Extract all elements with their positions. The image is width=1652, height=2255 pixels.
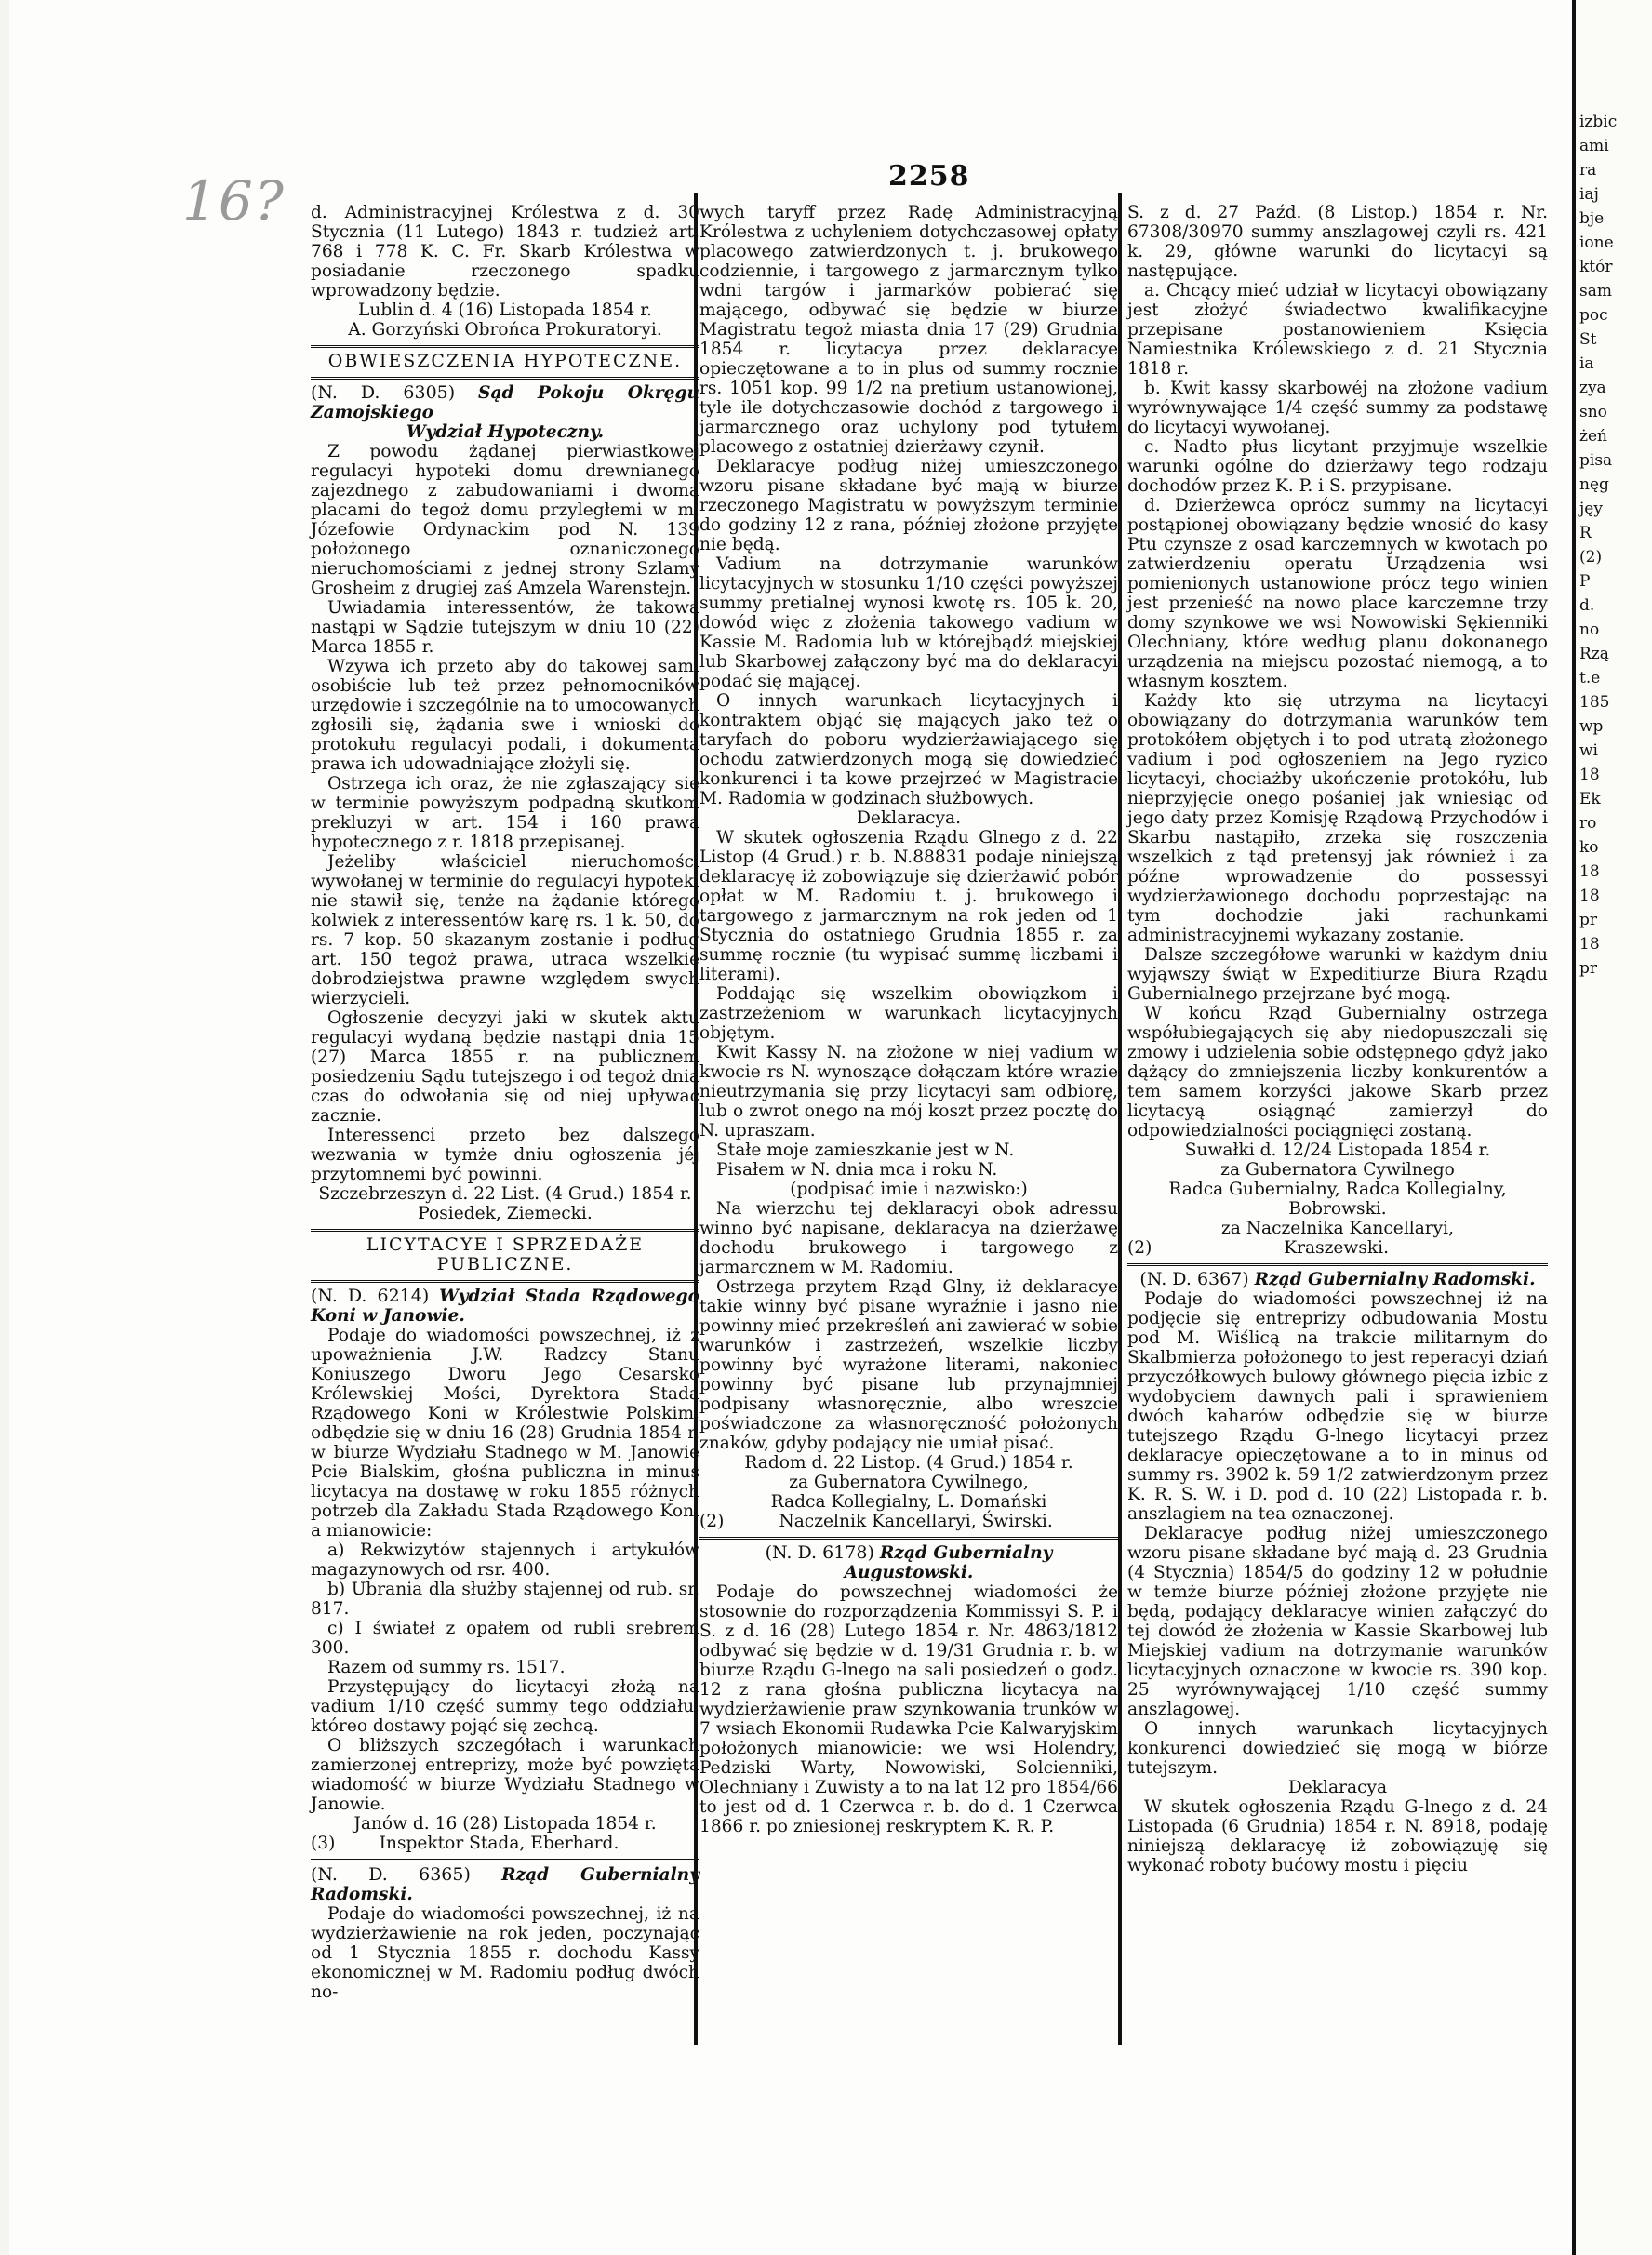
signature-line [699,1512,1118,1531]
strip-fragment: jęy [1579,500,1603,518]
notice-paragraph: Deklaracye podług niżej umieszczonego wzoru pisane składane być mają w biurze rzeczonego Magistratu w powyższym terminie do godziny 12 z rana, później złożone przyjęte nie będą. [699,457,1118,554]
notice-paragraph: O bliższych szczegółach i warunkach zamierzonej entreprizy, może być powzięta wiadomość w biurze Wydziału Stadnego w Janowie. [311,1736,699,1814]
notice-number: (N. D. 6367) [1139,1269,1249,1289]
strip-fragment: sno [1579,403,1607,421]
notice-title: Sąd Pokoju Okręgu Zamojskiego [311,383,699,422]
signature: Inspektor Stada, Eberhard. [379,1834,620,1853]
strip-fragment: ko [1579,838,1599,857]
place-date: Lublin d. 4 (16) Listopada 1854 r. [358,300,652,320]
strip-fragment: 18 [1579,862,1600,881]
section-rule [311,1229,699,1232]
notice-rule [1127,1263,1548,1266]
notice-paragraph: Podaje do wiadomości powszechnej, iż na wydzierżawienie na rok jeden, poczynając od 1 Stycznia 1855 r. dochodu Kassy ekonomicznej w M. Radomiu podług dwóch no- [311,1904,699,2002]
section-rule [311,1280,699,1283]
strip-fragment: ra [1579,161,1597,180]
notice-paragraph: W końcu Rząd Gubernialny ostrzega współubiegających się aby niedopuszczali się zmowy i udzielenia sobie odstępnego gdyż jako dążący do zmniejszenia liczby konkurentów a tem samem korzyści jakowe Skarb przez licytacyą osiągnąć zamierzył do odpowiedzialności pociągnięci zostaną. [1127,1004,1548,1141]
section-rule [311,345,699,348]
notice-title: Wydział Stada Rządowego Koni w Janowie. [311,1287,699,1326]
notice-paragraph: b. Kwit kassy skarbowéj na złożone vadium wyrównywające 1/4 część summy za podstawę do licytacyi wywołanej. [1127,379,1548,437]
strip-fragment: ami [1579,137,1609,155]
page-number: 2258 [888,160,970,193]
place-date: Janów d. 16 (28) Listopada 1854 r. [353,1814,657,1834]
place-date: Suwałki d. 12/24 Listopada 1854 r. [1184,1141,1491,1160]
notice-paragraph: Wzywa ich przeto aby do takowej sami osobiście lub też przez pełnomocników urzędowie i szczególnie na to umocowanych zgłosili się, żądania swe i wnioski do protokułu regulacyi podali, i dokumenta prawa ich udowadniające złożyli się. [311,657,699,774]
notice-paragraph: Każdy kto się utrzyma na licytacyi obowiązany do dotrzymania warunków tem protokółem objętych i to pod utratą złożonego vadium i pod ogłoszeniem na Jego ryzico licytacyi, chociażby ukończenie protokółu, lub nieprzyjęcie onego pośaniej jak wniesiąc od jego daty przez Komisję Rządową Przychodów i Skarbu nastąpiło, zrzeka się roszczenia wszelkich z tąd pretensyj jak również i za późne wprowadzenie do possessyi wydzierżawionego dochodu poprzestając na tym dochodzie jaki rachunkami administracyjnemi wykazany zostanie. [1127,691,1548,945]
strip-fragment: (2) [1579,548,1603,567]
signature: Kraszewski. [1284,1238,1389,1258]
strip-fragment: Ek [1579,790,1601,808]
notice-paragraph: wych taryff przez Radę Administracyjną Królestwa z uchyleniem dotychczasowej opłaty placowego zatwierdzonych t. j. brukowego codziennie, i targowego z jarmarcznym tylko wdni targów i jarmarków pobierać się mającego, odbywać się będzie w biurze Magistratu tegoż miasta dnia 17 (29) Grudnia 1854 r. licytacya przez deklaracye opieczętowane a to in plus od summy rocznie rs. 1051 kop. 99 1/2 na pretium ustanowionej, tyle ile dotychczasowie dochód z targowego i jarmarcznego oraz uchylony pod tytułem placowego z ostatniej dzierżawy czynił. [699,203,1118,457]
notice-paragraph: Interessenci przeto bez dalszego wezwania w tymże dniu ogłoszenia jéj przytomnemi być powinni. [311,1126,699,1184]
notice-number: (N. D. 6305) [311,382,456,403]
strip-fragment: wp [1579,717,1604,736]
strip-fragment: poc [1579,306,1608,325]
strip-fragment: t.e [1579,669,1601,687]
notice-ref: (2) [699,1512,725,1531]
section-rule [311,377,699,380]
notice-subtitle: Wydział Hypoteczny. [406,422,605,442]
declaration-paragraph: Pisałem w N. dnia mca i roku N. [716,1160,998,1180]
notice-paragraph: Ostrzega ich oraz, że nie zgłaszający się w terminie powyższym podpadną skutkom prekluzyi w art. 154 i 160 prawa hypotecznego z r. 1818 przepisanej. [311,774,699,852]
notice-paragraph: O innych warunkach licytacyjnych konkurenci dowiedzieć się mogą w biórze tutejszym. [1127,1719,1548,1778]
declaration-paragraph: Kwit Kassy N. na złożone w niej vadium w kwocie rs N. wynoszące dołączam które wrazie nieutrzymania się przy licytacyi sam odbiorę, lub o zwrot onego na mój koszt przez pocztę do N. upraszam. [699,1043,1118,1141]
declaration-title: Deklaracya. [856,808,962,828]
strip-fragment: d. [1579,596,1595,615]
notice-header [699,1543,1118,1582]
notice-paragraph: d. Dzierżewca oprócz summy na licytacyi postąpionej obowiązany będzie wnosić do kasy Ptu czynsze z osad karczemnych w kwotach po zatwierdzeniu operatu Urządzenia wsi pomienionych ustanowione prócz tego winien jest przenieść na nowo place karczemne trzy domy szynkowe we wsi Nowowiski Sękienniki Olechniany, które według planu dokonanego urządzenia na miejscu pozostać niemogą, a to własnym kosztem. [1127,496,1548,691]
strip-fragment: ione [1579,234,1614,252]
continued-text: d. Administracyjnej Królestwa z d. 30 Stycznia (11 Lutego) 1843 r. tudzież art. 768 i 778 K. C. Fr. Skarb Królestwa w posiadanie rzeczonego spadku wprowadzony będzie. [311,203,699,300]
strip-fragment: sam [1579,282,1612,300]
column-1 [311,203,699,2002]
section-header-hypoteczne: OBWIESZCZENIA HYPOTECZNE. [327,351,683,371]
notice-paragraph: Podaje do powszechnej wiadomości że stosownie do rozporządzenia Kommissyi S. P. i S. z d. 16 (28) Lutego 1854 r. Nr. 4863/1812 odbywać się będzie w d. 19/31 Grudnia r. b. w biurze Rządu G-lnego na sali posiedzeń o godz. 12 z rana głośna publiczna licytacya na wydzierżawienie praw szynkowania trunków w 7 wsiach Ekonomii Rudawka Pcie Kalwaryjskim położonych mianowicie: we wsi Holendry, Pedziski Warty, Nowowiski, Solcienniki, Olechniany i Zuwisty a to na lat 12 pro 1854/66 to jest od d. 1 Czerwca r. b. do d. 1 Czerwca 1866 r. po zniesionej reskryptem K. R. P. [699,1582,1118,1836]
strip-fragment: nęg [1579,475,1609,494]
strip-fragment: izbic [1579,113,1618,131]
signature: za Gubernatora Cywilnego [1220,1160,1455,1180]
declaration-paragraph: Poddając się wszelkim obowiązkom i zastrzeżeniom w warunkach licytacyjnych objętym. [699,984,1118,1043]
notice-number: (N. D. 6178) [765,1542,874,1563]
place-date: Radom d. 22 Listop. (4 Grud.) 1854 r. [744,1453,1073,1473]
notice-ref: (3) [311,1834,336,1853]
signature: Radca Kollegialny, L. Domański [770,1492,1047,1512]
strip-fragment: P [1579,572,1591,591]
signature-line [1127,1238,1548,1258]
notice-title: Rząd Gubernialny Radomski. [1254,1270,1536,1289]
signature: Naczelnik Kancellaryi, Świrski. [779,1512,1053,1531]
strip-fragment: pr [1579,911,1598,929]
notice-paragraph: Vadium na dotrzymanie warunków licytacyjnych w stosunku 1/10 części powyższej summy pretialnej wynosi kwotę rs. 105 k. 20, dowód więc z złożenia takowego vadium w Kassie M. Radomia lub w którejbądź miejskiej lub Skarbowej załączony być ma do deklaracyi podać się mającej. [699,554,1118,691]
notice-paragraph: Ostrzega przytem Rząd Glny, iż deklaracye takie winny być pisane wyraźnie i jasno nie powinny mieć przekreśleń ani zawierać w sobie warunków i zastrzeżeń, wszelkie liczby powinny być wyrażone literami, nakoniec powinny być pisane lub przynajmniej podpisany własnoręcznie, albo wreszcie poświadczone za własnoręczność położonych znaków, gdyby podający nie umiał pisać. [699,1277,1118,1453]
signature: Radca Gubernialny, Radca Kollegialny, [1168,1180,1507,1199]
declaration-paragraph: W skutek ogłoszenia Rządu G-lnego z d. 24 Listopada (6 Grudnia) 1854 r. N. 8918, podaję niniejszą deklaracyę iż zobowiązuję się wykonać roboty bućowy mostu i pięciu [1127,1797,1548,1875]
notice-ref: (2) [1127,1238,1152,1258]
notice-title: Rząd Gubernialny Radomski. [311,1865,699,1904]
signature: Posiedek, Ziemecki. [418,1204,593,1223]
notice-paragraph: S. z d. 27 Paźd. (8 Listop.) 1854 r. Nr. 67308/30970 summy anszlagowej czyli rs. 421 k. 29, główne warunki do licytacyi są następujące. [1127,203,1548,281]
notice-paragraph: Razem od summy rs. 1517. [327,1658,566,1677]
notice-header [311,1865,699,1904]
notice-paragraph: c. Nadto płus licytant przyjmuje wszelkie warunki ogólne do dzierżawy tego rodzaju dochodów przez K. P. i S. przypisane. [1127,437,1548,496]
scan-left-edge [0,0,9,2255]
notice-paragraph: Na wierzchu tej deklaracyi obok adressu winno być napisane, deklaracya na dzierżawę dochodu brukowego i targowego z jarmarcznem w M. Radomiu. [699,1199,1118,1277]
strip-fragment: Rzą [1579,645,1609,663]
strip-fragment: St [1579,330,1597,349]
column-divider-2 [1118,193,1122,2045]
signature-line [311,1834,699,1853]
notice-paragraph: Przystępujący do licytacyi złożą na vadium 1/10 część summy tego oddziału, któreo dostawy pojąć się zechcą. [311,1677,699,1736]
strip-fragment: pisa [1579,451,1613,470]
notice-paragraph: Jeżeliby właściciel nieruchomości wywołanej w terminie do regulacyi hypoteki nie stawił się, tenże na żądanie którego kolwiek z interessentów karę rs. 1 k. 50, do rs. 7 kop. 50 skazanym zostanie i podług art. 150 tegoż prawa, utraca wszelkie dobrodziejstwa prawne względem swych wierzycieli. [311,852,699,1008]
strip-fragment: R [1579,524,1592,542]
place-date: Szczebrzeszyn d. 22 List. (4 Grud.) 1854 r. [318,1184,692,1204]
signature: Bobrowski. [1288,1199,1387,1219]
signature: A. Gorzyński Obrońca Prokuratoryi. [348,320,662,340]
notice-paragraph: a. Chcący mieć udział w licytacyi obowiązany jest złożyć świadectwo kwalifikacyjne przepisane postanowieniem Księcia Namiestnika Królewskiego z d. 21 Stycznia 1818 r. [1127,281,1548,379]
handwritten-margin-note: 16? [182,169,286,233]
strip-fragment: 18 [1579,935,1600,954]
strip-fragment: no [1579,620,1600,639]
notice-paragraph: Podaje do wiadomości powszechnej, iż z upoważnienia J.W. Radzcy Stanu Koniuszego Dworu Jego Cesarsko Królewskiej Mości, Dyrektora Stada Rządowego Koni w Królestwie Polskim, odbędzie się w dniu 16 (28) Grudnia 1854 r. w biurze Wydziału Stadnego w M. Janowie Pcie Bialskim, głośna publiczna in minus licytacya na dostawę w roku 1855 różnych potrzeb dla Zakładu Stada Rządowego Koni a mianowicie: [311,1326,699,1541]
notice-title: Rząd Gubernialny Augustowski. [844,1543,1053,1582]
strip-fragment: iaj [1579,185,1599,204]
notice-paragraph: c) I świateł z opałem od rubli srebrem 300. [311,1619,699,1658]
declaration-title: Deklaracya [1287,1778,1388,1797]
notice-rule [699,1537,1118,1540]
notice-rule [311,1859,699,1861]
strip-fragment: bje [1579,209,1605,228]
strip-fragment: ro [1579,814,1597,833]
strip-fragment: pr [1579,959,1598,978]
notice-paragraph: Deklaracye podług niżej umieszczonego wzoru pisane składane być mają d. 23 Grudnia (4 Stycznia) 1854/5 do godziny 12 w południe w temże biurze później złożone przyjęte nie będą, podający deklaracye winien załączyć do tej dowód że złożenia w Kassie Skarbowej lub Miejskiej vadium na dotrzymanie warunków licytacyjnych oznaczone w kwocie rs. 390 kop. 25 wyrównywającej 1/10 część summy anszlagowej. [1127,1524,1548,1719]
signature: za Naczelnika Kancellaryi, [1220,1219,1455,1238]
notice-header [311,383,699,422]
strip-fragment: zya [1579,379,1606,397]
declaration-paragraph: W skutek ogłoszenia Rządu Glnego z d. 22 Listop (4 Grud.) r. b. N.88831 podaje niniejszą deklaracyę iż zobowiązuje się dzierżawić pobór opłat w M. Radomiu t. j. brukowego i targowego z jarmarcznym na rok jeden od 1 Stycznia do ostatniego Grudnia 1855 r. za summę rocznie (tu wypisać summę liczbami i literami). [699,828,1118,984]
strip-fragment: 18 [1579,766,1600,784]
notice-paragraph: Ogłoszenie decyzyi jaki w skutek aktu regulacyi wydaną będzie nastąpi dnia 15 (27) Marca 1855 r. na publicznem posiedzeniu Sądu tutejszego i od tegoż dnia czas do odwołania się od niej upływać zacznie. [311,1008,699,1126]
strip-fragment: któr [1579,258,1613,276]
adjacent-page-strip [1572,0,1652,2255]
notice-paragraph: O innych warunkach licytacyjnych i kontraktem objąć się mających jako też o taryfach do poboru wydzierżawiającego się ochodu zatwierdzonych mogą się dowiedzieć konkurenci i ta kowe przejrzeć w Magistracie M. Radomia w godzinach służbowych. [699,691,1118,808]
notice-paragraph: b) Ubrania dla służby stajennej od rub. sr. 817. [311,1580,699,1619]
notice-paragraph: Z powodu żądanej pierwiastkowej regulacyi hypoteki domu drewnianego zajezdnego z zabudowaniami i dwoma placami do tegoż domu przyległemi w m. Józefowie Ordynackim pod N. 139 położonego oznaniczonego nieruchomościami z jednej strony Szlamy Grosheim z drugiej zaś Amzela Warenstejn. [311,442,699,598]
column-3 [1127,203,1548,1875]
strip-fragment: wi [1579,741,1598,760]
notice-paragraph: Podaje do wiadomości powszechnej iż na podjęcie się entreprizy odbudowania Mostu pod M. Wiślicą na trakcie militarnym do Skalbmierza położonego to jest reperacyi dziań przyczółkowych bulowy głównego pięcia izbic z wydobyciem dawnych pali i sprawieniem dwóch kaharów odbędzie się w biurze tutejszego Rządu G-lnego licytacyi przez deklaracye opieczętowane a to in minus od summy rs. 3902 k. 59 1/2 zatwierdzonym przez K. R. S. W. i D. pod d. 10 (22) Listopada r. b. anszlagiem na tea oznaczonej. [1127,1289,1548,1524]
section-header-licytacye: LICYTACYE I SPRZEDAŻE PUBLICZNE. [366,1234,645,1274]
strip-fragment: żeń [1579,427,1607,446]
notice-header [311,1287,699,1326]
notice-paragraph: Uwiadamia interessentów, że takowa nastąpi w Sądzie tutejszym w dniu 10 (22) Marca 1855 r. [311,598,699,657]
notice-paragraph: a) Rekwizytów stajennych i artykułów magazynowych od rsr. 400. [311,1541,699,1580]
notice-paragraph: Dalsze szczegółowe warunki w każdym dniu wyjąwszy świąt w Expeditiurze Biura Rządu Gubernialnego przejrzane być mogą. [1127,945,1548,1004]
strip-fragment: ia [1579,354,1594,373]
notice-header [1127,1270,1548,1289]
notice-number: (N. D. 6214) [311,1286,430,1306]
signature: za Gubernatora Cywilnego, [789,1473,1029,1492]
notice-number: (N. D. 6365) [311,1864,471,1885]
column-2 [699,203,1118,1836]
sign-note: (podpisać imie i nazwisko:) [790,1180,1028,1199]
declaration-paragraph: Stałe moje zamieszkanie jest w N. [716,1141,1015,1160]
strip-fragment: 185 [1579,693,1610,712]
strip-fragment: 18 [1579,887,1600,905]
